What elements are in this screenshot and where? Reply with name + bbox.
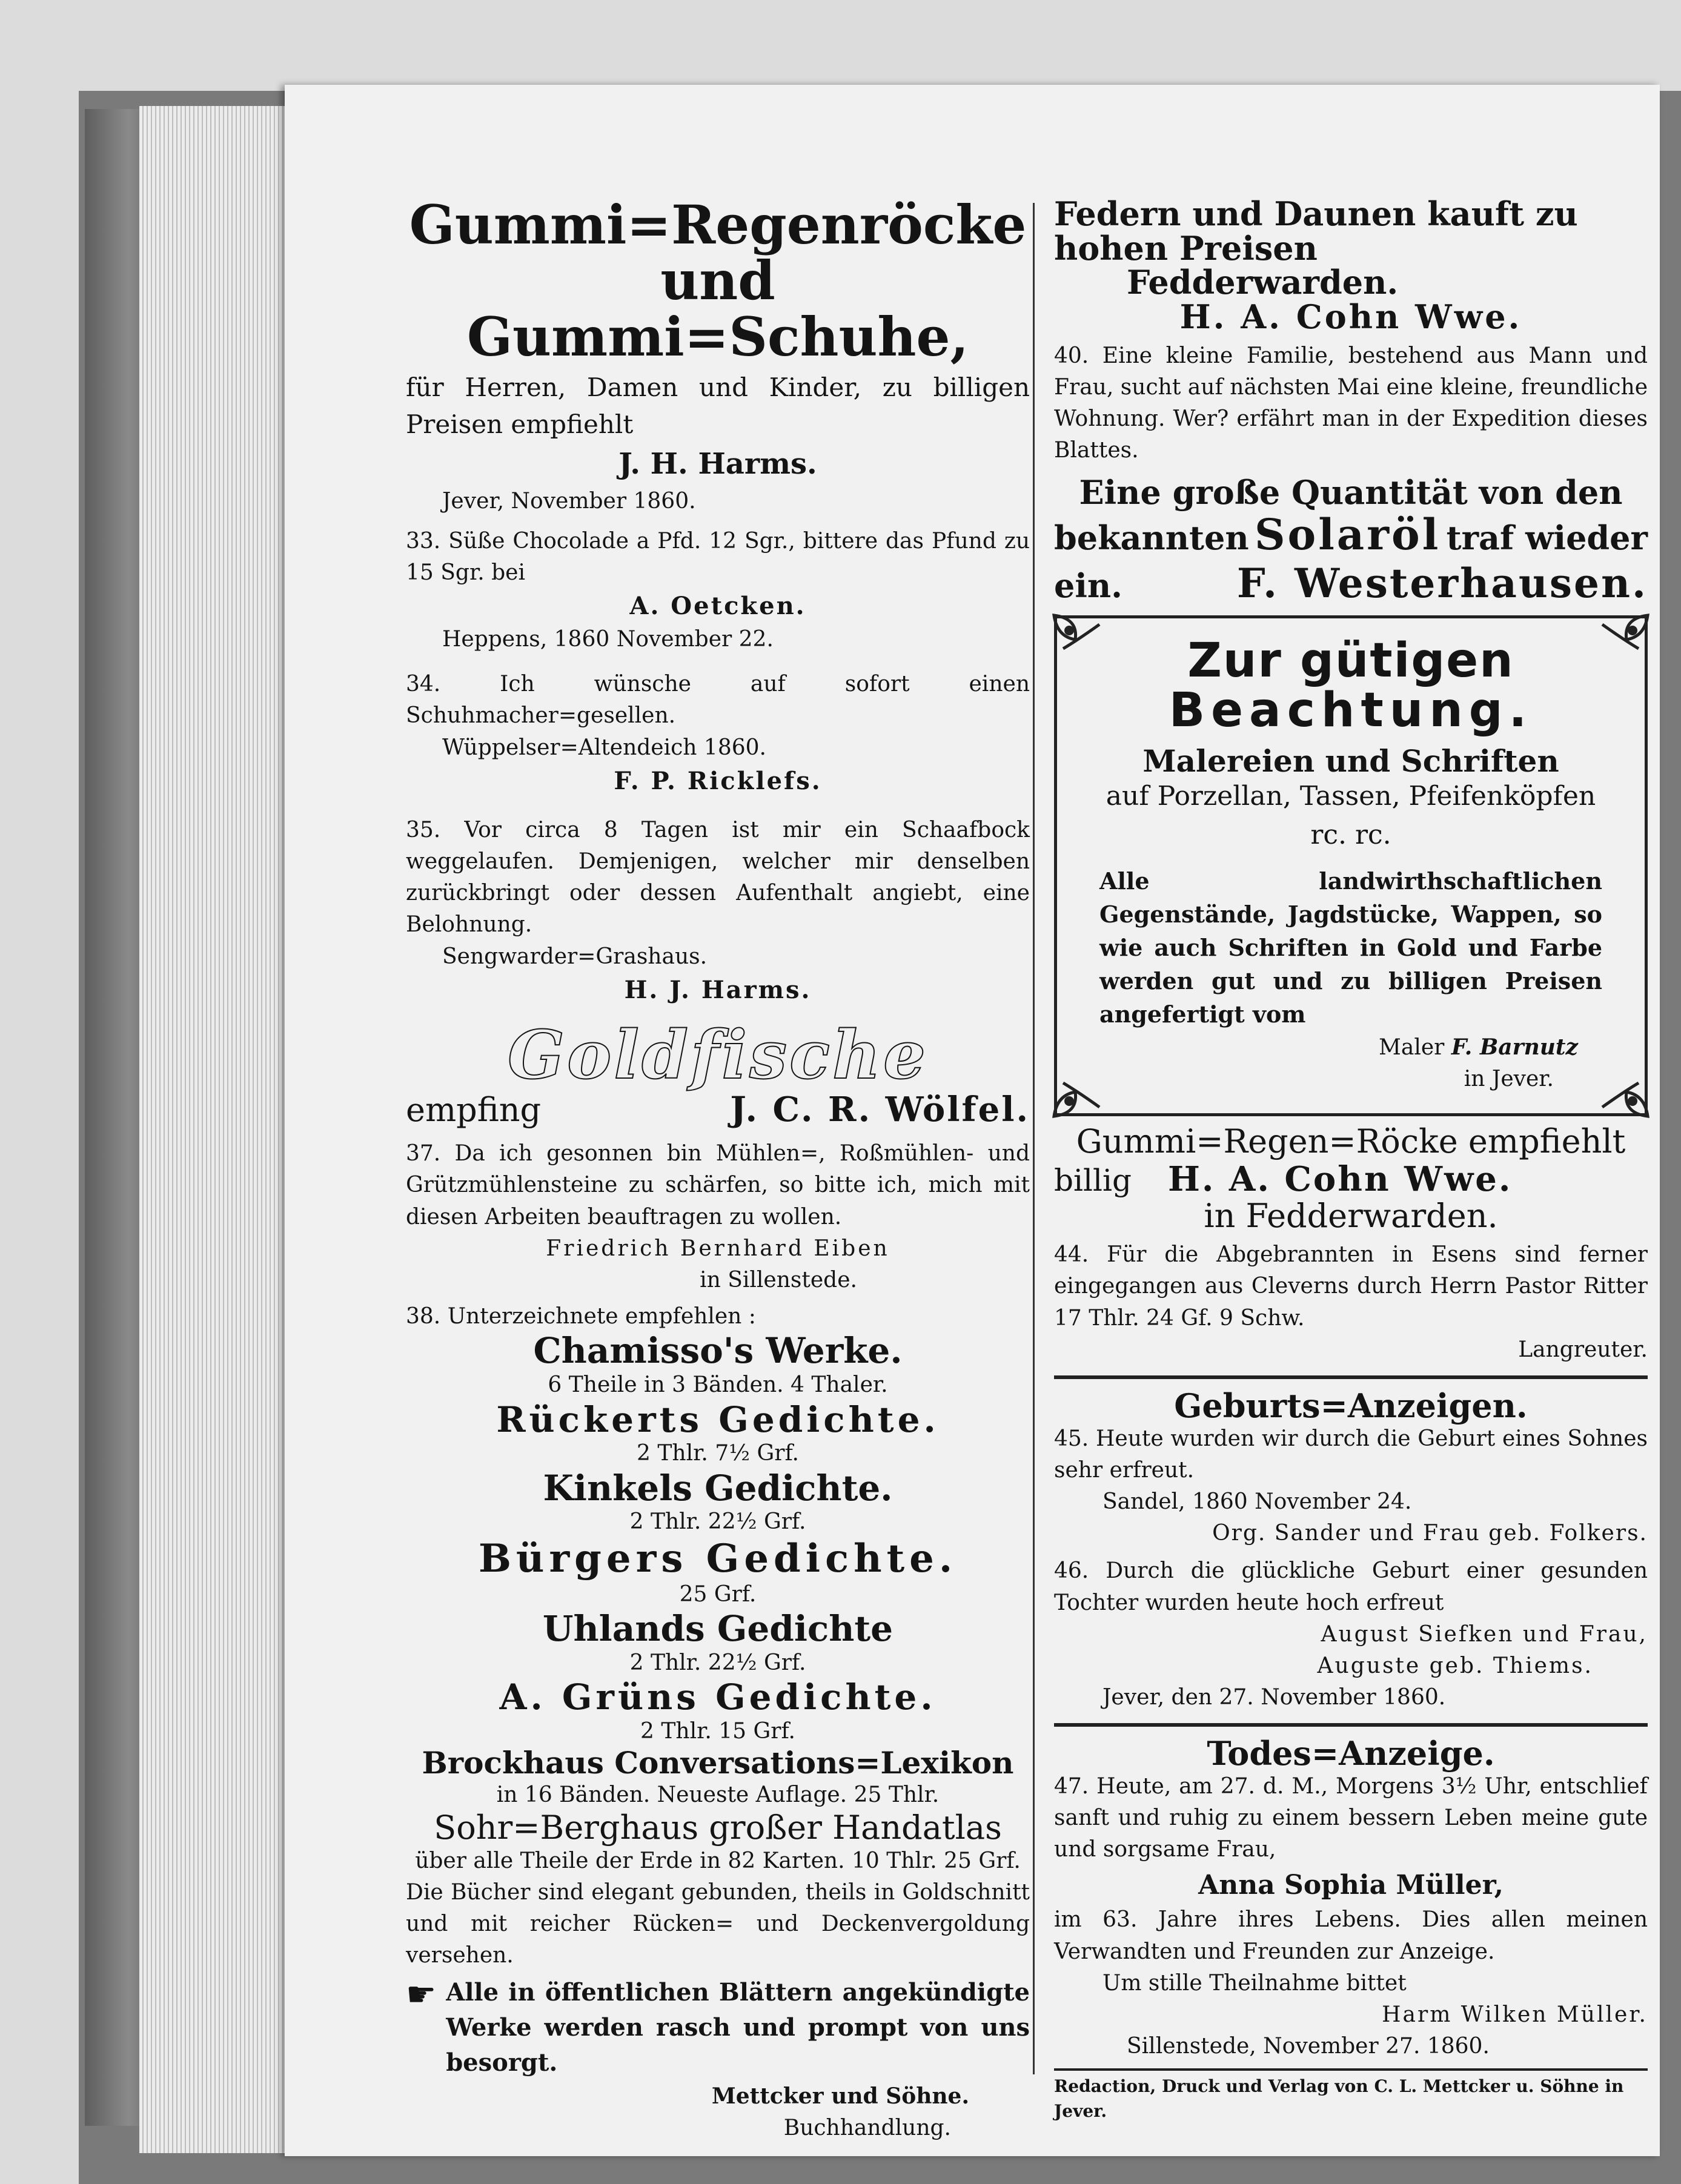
order-text: Alle in öffentlichen Blättern angekündigte Werke werden rasch und prompt von uns besorgt. bbox=[446, 1978, 1030, 2077]
book2-title: Rückerts Gedichte. bbox=[496, 1398, 940, 1440]
gummi-title-2: Gummi=Schuhe, bbox=[466, 305, 969, 368]
book1-price: 6 Theile in 3 Bänden. 4 Thaler. bbox=[548, 1372, 888, 1398]
regen-title: Gummi=Regen=Röcke empfiehlt bbox=[1076, 1122, 1626, 1160]
ornament-icon bbox=[1596, 612, 1651, 667]
solaroel-line2-c: traf wieder bbox=[1446, 518, 1648, 558]
ad46-signature-1: August Siefken und Frau, bbox=[1321, 1621, 1648, 1647]
shop-signature-sub: Buchhandlung. bbox=[783, 2115, 951, 2140]
solaroel-line1: Eine große Quantität von den bbox=[1079, 472, 1623, 512]
ornament-icon bbox=[1596, 1065, 1651, 1119]
goldfische-signature: J. C. R. Wölfel. bbox=[730, 1090, 1030, 1130]
ad44-signature: Langreuter. bbox=[1518, 1337, 1648, 1362]
ad45-signature: Org. Sander und Frau geb. Folkers. bbox=[1212, 1521, 1648, 1546]
book2-price: 2 Thlr. 7½ Grf. bbox=[637, 1441, 799, 1466]
box-title-1: Zur gütigen bbox=[1187, 634, 1514, 689]
ornament-icon bbox=[1051, 1065, 1106, 1119]
solaroel-product: Solaröl bbox=[1254, 509, 1441, 560]
ad44-text: 44. Für die Abgebrannten in Esens sind ferner eingegangen aus Cleverns durch Herrn Pastor Ritter 17 Thlr. 24 Gf. 9 Schw. bbox=[1054, 1242, 1648, 1331]
box-signature-line bbox=[1099, 1031, 1602, 1064]
solaroel-signature: F. Westerhausen. bbox=[1236, 560, 1648, 607]
goldfische-prefix: empfing bbox=[406, 1091, 542, 1130]
ad47-signature: Harm Wilken Müller. bbox=[1382, 2002, 1648, 2028]
page-edges bbox=[139, 106, 291, 2153]
box-signature-prefix: Maler bbox=[1379, 1034, 1445, 1060]
solaroel-line3-a: ein. bbox=[1054, 566, 1122, 606]
box-text: Alle landwirthschaftlichen Gegenstände, Jagdstücke, Wappen, so wie auch Schriften in Gold und Farbe werden gut und zu billigen Preisen angefertigt vom bbox=[1099, 867, 1602, 1028]
imprint: Redaction, Druck und Verlag von C. L. Mettcker u. Söhne in Jever. bbox=[1054, 2076, 1624, 2121]
newspaper-page bbox=[285, 85, 1660, 2156]
ornamental-box bbox=[1054, 615, 1648, 1116]
box-place: in Jever. bbox=[1464, 1066, 1554, 1091]
book3-price: 2 Thlr. 22½ Grf. bbox=[629, 1509, 806, 1535]
solaroel-line2-a: bekannten bbox=[1054, 518, 1249, 558]
ad35-text: 35. Vor circa 8 Tagen ist mir ein Schaafbock weggelaufen. Demjenigen, welcher mir denselben zurückbringt oder dessen Aufenthalt angiebt, eine Belohnung. bbox=[406, 817, 1030, 938]
ad47-place: Sillenstede, November 27. 1860. bbox=[1127, 2034, 1490, 2059]
ad34-place: Wüppelser=Altendeich 1860. bbox=[442, 735, 766, 760]
shop-signature: Mettcker und Söhne. bbox=[711, 2083, 969, 2110]
ad33-text: 33. Süße Chocolade a Pfd. 12 Sgr., bittere das Pfund zu 15 Sgr. bei bbox=[406, 528, 1030, 585]
box-subtitle: Malereien und Schriften bbox=[1142, 743, 1559, 779]
goldfische-title: Goldfische bbox=[508, 1015, 928, 1094]
death-heading: Todes=Anzeige. bbox=[1207, 1734, 1495, 1773]
ad46-signature-2: Auguste geb. Thiems. bbox=[1317, 1653, 1593, 1679]
regen-signature: H. A. Cohn Wwe. bbox=[1167, 1159, 1513, 1199]
book6-price: 2 Thlr. 15 Grf. bbox=[640, 1719, 795, 1744]
box-signature: F. Barnutz bbox=[1451, 1034, 1578, 1060]
ornament-icon bbox=[1051, 612, 1106, 667]
gummi-title-1: Gummi=Regenröcke und bbox=[409, 193, 1027, 313]
ad37-text: 37. Da ich gesonnen bin Mühlen=, Roßmühlen- und Grützmühlensteine zu schärfen, so bitte ich, mich mit diesen Arbeiten beauftragen zu wollen. bbox=[406, 1141, 1030, 1229]
book1-title: Chamisso's Werke. bbox=[533, 1330, 903, 1372]
book7-price: in 16 Bänden. Neueste Auflage. 25 Thlr. bbox=[496, 1782, 940, 1807]
federn-title: Federn und Daunen kauft zu hohen Preisen bbox=[1054, 194, 1578, 268]
ad34-signature: F. P. Ricklefs. bbox=[614, 766, 822, 795]
book8-price: über alle Theile der Erde in 82 Karten. 10 Thlr. 25 Grf. bbox=[415, 1848, 1021, 1873]
section-rule bbox=[1054, 1723, 1648, 1727]
regen-prefix: billig bbox=[1054, 1162, 1132, 1198]
book7-title: Brockhaus Conversations=Lexikon bbox=[422, 1745, 1014, 1781]
book4-price: 25 Grf. bbox=[679, 1581, 757, 1607]
ad35-signature: H. J. Harms. bbox=[624, 975, 812, 1004]
book4-title: Bürgers Gedichte. bbox=[478, 1535, 958, 1581]
federn-place: Fedderwarden. bbox=[1127, 263, 1399, 302]
ad34-text: 34. Ich wünsche auf sofort einen Schuhmacher=gesellen. bbox=[406, 672, 1030, 729]
ad37-place: in Sillenstede. bbox=[700, 1268, 857, 1293]
ad33-signature: A. Oetcken. bbox=[629, 592, 806, 621]
ad47-text-2: im 63. Jahre ihres Lebens. Dies allen meinen Verwandten und Freunden zur Anzeige. bbox=[1054, 1907, 1648, 1964]
book6-title: A. Grüns Gedichte. bbox=[499, 1676, 937, 1718]
book3-title: Kinkels Gedichte. bbox=[543, 1467, 893, 1509]
births-heading: Geburts=Anzeigen. bbox=[1174, 1386, 1528, 1426]
ad46-place: Jever, den 27. November 1860. bbox=[1102, 1685, 1446, 1710]
binding-text: Die Bücher sind elegant gebunden, theils in Goldschnitt und mit reicher Rücken= und Deckenvergoldung versehen. bbox=[406, 1879, 1030, 1968]
gummi-text: für Herren, Damen und Kinder, zu billigen Preisen empfiehlt bbox=[406, 372, 1030, 440]
section-rule bbox=[1054, 1375, 1648, 1379]
regen-place: in Fedderwarden. bbox=[1204, 1196, 1498, 1235]
imprint-rule bbox=[1054, 2068, 1648, 2071]
ad46-text: 46. Durch die glückliche Geburt einer gesunden Tochter wurden heute hoch erfreut bbox=[1054, 1558, 1648, 1615]
ad37-signature: Friedrich Bernhard Eiben bbox=[546, 1236, 890, 1261]
gummi-signature: J. H. Harms. bbox=[618, 446, 817, 481]
book8-title: Sohr=Berghaus großer Handatlas bbox=[434, 1808, 1002, 1847]
gummi-place: Jever, November 1860. bbox=[442, 488, 696, 514]
box-subtitle-2: auf Porzellan, Tassen, Pfeifenköpfen rc. rc. bbox=[1106, 781, 1596, 851]
ad45-place: Sandel, 1860 November 24. bbox=[1102, 1489, 1412, 1515]
ad33-place: Heppens, 1860 November 22. bbox=[442, 627, 774, 652]
ad45-text: 45. Heute wurden wir durch die Geburt eines Sohnes sehr erfreut. bbox=[1054, 1426, 1648, 1483]
box-title-2: Beachtung. bbox=[1169, 683, 1533, 738]
ad40-text: 40. Eine kleine Familie, bestehend aus Mann und Frau, sucht auf nächsten Mai eine kleine, freundliche Wohnung. Wer? erfährt man in der Expedition dieses Blattes. bbox=[1054, 343, 1648, 463]
ad47-text: 47. Heute, am 27. d. M., Morgens 3½ Uhr, entschlief sanft und ruhig zu einem bessern Leben meine gute und sorgsame Frau, bbox=[1054, 1774, 1648, 1862]
column-divider bbox=[1033, 203, 1035, 2074]
book5-price: 2 Thlr. 22½ Grf. bbox=[629, 1650, 806, 1675]
right-column bbox=[1054, 194, 1648, 2124]
ad35-place: Sengwarder=Grashaus. bbox=[442, 944, 708, 969]
ad47-text-3: Um stille Theilnahme bittet bbox=[1102, 1970, 1407, 1996]
pointing-hand-icon: ☛ bbox=[406, 1975, 437, 2015]
book5-title: Uhlands Gedichte bbox=[542, 1608, 894, 1650]
ad38-text: 38. Unterzeichnete empfehlen : bbox=[406, 1304, 756, 1329]
ad47-name: Anna Sophia Müller, bbox=[1198, 1869, 1504, 1901]
federn-signature: H. A. Cohn Wwe. bbox=[1179, 297, 1522, 337]
left-column bbox=[406, 193, 1030, 2144]
